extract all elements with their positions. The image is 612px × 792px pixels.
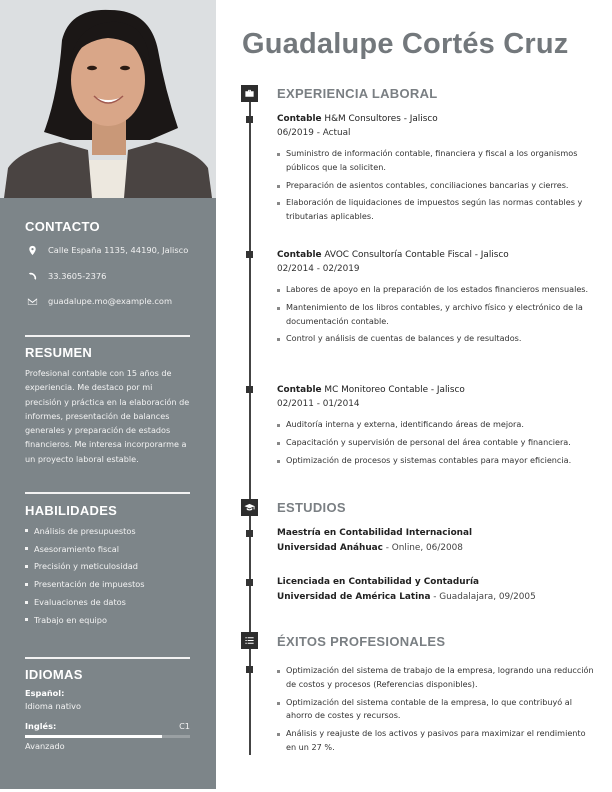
- bullet-item: Suministro de información contable, financiera y fiscal a los organismos públicos que la soliciten.: [277, 147, 597, 175]
- profile-photo: [0, 0, 216, 198]
- skill-item: Presentación de impuestos: [25, 575, 190, 593]
- job-dates: 02/2011 - 01/2014: [277, 399, 360, 409]
- portrait-image: [0, 0, 216, 198]
- job-company: MC Monitoreo Contable - Jalisco: [324, 385, 465, 395]
- degree: Licenciada en Contabilidad y Contaduría: [277, 577, 479, 587]
- timeline-dot: [246, 579, 253, 586]
- bullet-item: Capacitación y supervisión de personal del área contable y financiera.: [277, 436, 597, 450]
- job-bullets: [277, 418, 597, 467]
- timeline-dot: [246, 530, 253, 537]
- language-progress-fill: [25, 735, 162, 738]
- envelope-icon: [25, 295, 39, 307]
- job-dates: 06/2019 - Actual: [277, 128, 351, 138]
- skill-item: Evaluaciones de datos: [25, 593, 190, 611]
- contact-phone[interactable]: 33.3605-2376: [25, 270, 106, 282]
- contact-email[interactable]: guadalupe.mo@example.com: [25, 295, 172, 307]
- sidebar: [0, 0, 216, 789]
- candidate-name: Guadalupe Cortés Cruz: [242, 28, 569, 60]
- list-icon: [241, 632, 258, 649]
- bullet-item: Optimización del sistema de trabajo de la empresa, logrando una reducción de costos y procesos (Referencias disponibles).: [277, 664, 597, 692]
- graduation-cap-icon: [241, 499, 258, 516]
- bullet-item: Optimización del sistema contable de la empresa, lo que contribuyó al ahorro de costes y recursos.: [277, 696, 597, 724]
- job-role: Contable: [277, 385, 322, 395]
- bullet-item: Auditoría interna y externa, identificando áreas de mejora.: [277, 418, 597, 432]
- degree: Maestría en Contabilidad Internacional: [277, 528, 473, 538]
- skill-item: Análisis de presupuestos: [25, 522, 190, 540]
- achievements-entry: [277, 657, 597, 759]
- bullet-item: Preparación de asientos contables, conciliaciones bancarias y cierres.: [277, 179, 597, 193]
- bullet-item: Optimización de procesos y sistemas contables para mayor eficiencia.: [277, 454, 597, 468]
- skill-item: Asesoramiento fiscal: [25, 540, 190, 558]
- school: Universidad Anáhuac: [277, 542, 383, 553]
- timeline-dot: [246, 386, 253, 393]
- languages-section: [25, 657, 190, 751]
- timeline-dot: [246, 666, 253, 673]
- job-entry: [277, 383, 597, 471]
- job-company: H&M Consultores - Jalisco: [324, 114, 438, 124]
- summary-section: [25, 335, 190, 466]
- divider: [25, 335, 190, 337]
- skills-section: [25, 492, 190, 629]
- job-entry: [277, 248, 597, 350]
- languages-title: IDIOMAS: [25, 667, 83, 682]
- skills-title: HABILIDADES: [25, 503, 118, 518]
- skills-list: [25, 522, 190, 629]
- experience-title: EXPERIENCIA LABORAL: [277, 86, 438, 101]
- job-bullets: [277, 147, 597, 224]
- language-item-spanish: Español: Idioma nativo: [25, 688, 82, 711]
- language-item-english: Inglés: C1 Avanzado: [25, 721, 190, 751]
- divider: [25, 657, 190, 659]
- job-role: Contable: [277, 114, 322, 124]
- school-detail: - Online, 06/2008: [382, 542, 463, 553]
- job-entry: [277, 112, 597, 228]
- bullet-item: Control y análisis de cuentas de balances y de resultados.: [277, 332, 597, 346]
- timeline-dot: [246, 116, 253, 123]
- briefcase-icon: [241, 85, 258, 102]
- language-progress-bar: [25, 735, 190, 738]
- language-level-code: C1: [179, 721, 190, 731]
- bullet-item: Labores de apoyo en la preparación de los estados financieros mensuales.: [277, 283, 597, 297]
- job-bullets: [277, 283, 597, 346]
- bullet-item: Análisis y reajuste de los activos y pasivos para maximizar el rendimiento en un 27 %.: [277, 727, 597, 755]
- skill-item: Trabajo en equipo: [25, 611, 190, 629]
- contact-title: CONTACTO: [25, 219, 100, 234]
- school-detail: - Guadalajara, 09/2005: [430, 591, 536, 602]
- education-entry: [277, 575, 597, 604]
- location-pin-icon: [25, 244, 39, 256]
- timeline-line: [249, 98, 251, 755]
- job-role: Contable: [277, 250, 322, 260]
- achievements-title: ÉXITOS PROFESIONALES: [277, 634, 446, 649]
- skill-item: Precisión y meticulosidad: [25, 558, 190, 576]
- timeline-dot: [246, 251, 253, 258]
- job-dates: 02/2014 - 02/2019: [277, 264, 360, 274]
- job-company: AVOC Consultoría Contable Fiscal - Jalisco: [324, 250, 509, 260]
- school: Universidad de América Latina: [277, 591, 431, 602]
- summary-text: Profesional contable con 15 años de experiencia. Me destaco por mi precisión y práctica en la elaboración de informes, presentación de balances generales y preparación de estados financieros. Me interesa incorporarme a un proyecto laboral estable.: [25, 368, 190, 464]
- contact-section: [25, 219, 190, 314]
- education-entry: [277, 526, 597, 555]
- contact-address: Calle España 1135, 44190, Jalisco: [25, 244, 188, 256]
- summary-title: RESUMEN: [25, 345, 93, 360]
- bullet-item: Elaboración de liquidaciones de impuestos según las normas contables y tributarias aplicables.: [277, 196, 597, 224]
- divider: [25, 492, 190, 494]
- education-title: ESTUDIOS: [277, 500, 346, 515]
- phone-icon: [25, 270, 39, 282]
- achievement-bullets: [277, 664, 597, 755]
- bullet-item: Mantenimiento de los libros contables, y archivo físico y electrónico de la documentación contable.: [277, 301, 597, 329]
